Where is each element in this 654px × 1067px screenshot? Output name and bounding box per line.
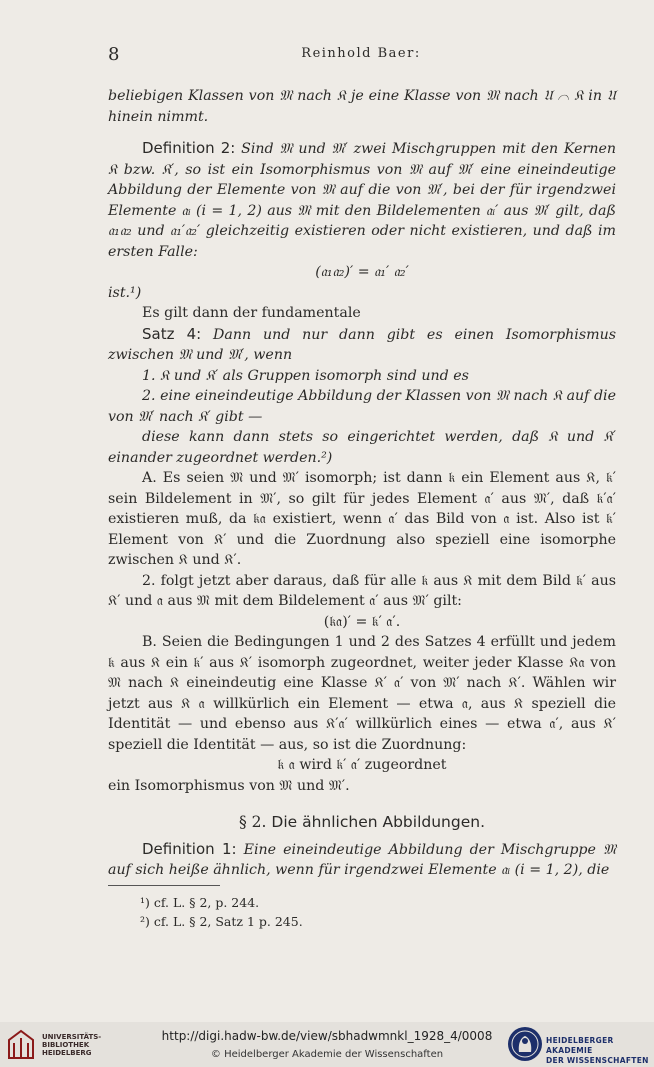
list-item: 1. 𝔎 und 𝔎′ als Gruppen isomorph sind und es [142,367,469,384]
library-name-line: HEIDELBERG [42,1049,92,1057]
formula: (𝔨𝔞)′ = 𝔨′ 𝔞′. [323,613,401,630]
theorem-label: Satz 4: [142,324,202,343]
paragraph: Es gilt dann der fundamentale [142,305,361,321]
academy-name [546,1036,652,1066]
definition-label: Definition 2: [142,139,236,157]
library-name-line: BIBLIOTHEK [42,1041,90,1049]
academy-seal-icon [506,1025,544,1063]
formula: (𝔞₁𝔞₂)′ = 𝔞₁′ 𝔞₂′ [315,264,409,280]
theorem-text: Dann und nur dann gibt es einen Isomorphismus zwischen 𝔐 und 𝔐′, wenn [108,326,616,363]
theorem-4 [108,324,616,366]
paragraph: ist.¹) [108,284,142,301]
section-heading [108,812,616,833]
paragraph: ein Isomorphismus von 𝔐 und 𝔐′. [108,777,350,794]
section-number: § 2. [239,813,267,831]
academy-name-line: HEIDELBERGER AKADEMIE [546,1036,614,1055]
definition-text: Eine eineindeutige Abbildung der Mischgruppe 𝔐 auf sich heiße ähnlich, wenn für irgendzwei Elemente 𝔞ᵢ (i = 1, 2), die [108,841,617,878]
footnote-rule [108,885,220,886]
section-title: Die ähnlichen Abbildungen. [266,813,485,831]
copyright-notice: © Heidelberger Akademie der Wissenschaften [210,1049,444,1060]
running-head: Reinhold Baer: [301,46,421,61]
paragraph: 2. folgt jetzt aber daraus, daß für alle 𝔨 aus 𝔎 mit dem Bild 𝔨′ aus 𝔎′ und 𝔞 aus 𝔐 mit dem Bildelement 𝔞′ aus 𝔐′ gilt: [108,572,616,609]
definition-text: Sind 𝔐 und 𝔐′ zwei Mischgruppen mit den Kernen 𝔎 bzw. 𝔎′, so ist ein Isomorphismus von 𝔐 auf 𝔐′ eine eineindeutige Abbildung der Elemente von 𝔐 auf die von 𝔐′, bei der für irgendzwei Elemente 𝔞ᵢ (i = 1, 2) aus 𝔐 mit den Bildelementen 𝔞ᵢ′ aus 𝔐′ gilt, daß 𝔞₁𝔞₂ und 𝔞₁′𝔞₂′ gleichzeitig existieren oder nicht existieren, und daß im ersten Falle: [108,141,616,260]
definition-1 [108,839,616,881]
list-item: 2. eine eineindeutige Abbildung der Klassen von 𝔐 nach 𝔎 auf die von 𝔐′ nach 𝔎′ gibt — [108,388,616,425]
proof-part-b: B. Seien die Bedingungen 1 und 2 des Satzes 4 erfüllt und jedem 𝔨 aus 𝔎 ein 𝔨′ aus 𝔎′ isomorph zugeordnet, weiter jeder Klasse 𝔎𝔞 von 𝔐 nach 𝔎 eineindeutig eine Klasse 𝔎′ 𝔞′ von 𝔐′ nach 𝔎′. Wählen wir jetzt aus 𝔎 𝔞 willkürlich ein Element — etwa 𝔞, aus 𝔎 speziell die Identität — und ebenso aus 𝔎′𝔞′ willkürlich eines — etwa 𝔞′, aus 𝔎′ speziell die Identität — aus, so ist die Zuordnung: [108,634,616,753]
page-body [108,86,616,881]
academy-name-line: DER WISSENSCHAFTEN [546,1056,649,1065]
footnote: ¹) cf. L. § 2, p. 244. [140,895,260,910]
academy-logo[interactable] [506,1025,652,1065]
permalink-url[interactable]: http://digi.hadw-bw.de/view/sbhadwmnkl_1928_4/0008 [161,1029,493,1043]
proof-part-a: A. Es seien 𝔐 und 𝔐′ isomorph; ist dann 𝔨 ein Element aus 𝔎, 𝔨′ sein Bildelement in 𝔐′, so gilt für jedes Element 𝔞′ aus 𝔐′, daß 𝔨′𝔞′ existieren muß, da 𝔨𝔞 existiert, wenn 𝔞′ das Bild von 𝔞 ist. Also ist 𝔨′ Element von 𝔎′ und die Zuordnung also speziell eine isomorphe zwischen 𝔎 und 𝔎′. [108,470,616,568]
paragraph: diese kann dann stets so eingerichtet werden, daß 𝔎 und 𝔎′ einander zugeordnet werden.²) [108,429,616,466]
definition-2 [108,138,616,262]
paragraph: beliebigen Klassen von 𝔐 nach 𝔎 je eine Klasse von 𝔐 nach 𝔘 ⌒ 𝔎 in 𝔘 hinein nimmt. [108,88,616,125]
library-name-line: UNIVERSITÄTS- [42,1033,102,1041]
footnote: ²) cf. L. § 2, Satz 1 p. 245. [140,914,303,929]
footnotes [140,893,303,931]
page-number: 8 [108,44,120,65]
definition-label: Definition 1: [142,839,237,858]
viewer-footer [0,1022,654,1067]
formula: 𝔨 𝔞 wird 𝔨′ 𝔞′ zugeordnet [277,757,447,773]
